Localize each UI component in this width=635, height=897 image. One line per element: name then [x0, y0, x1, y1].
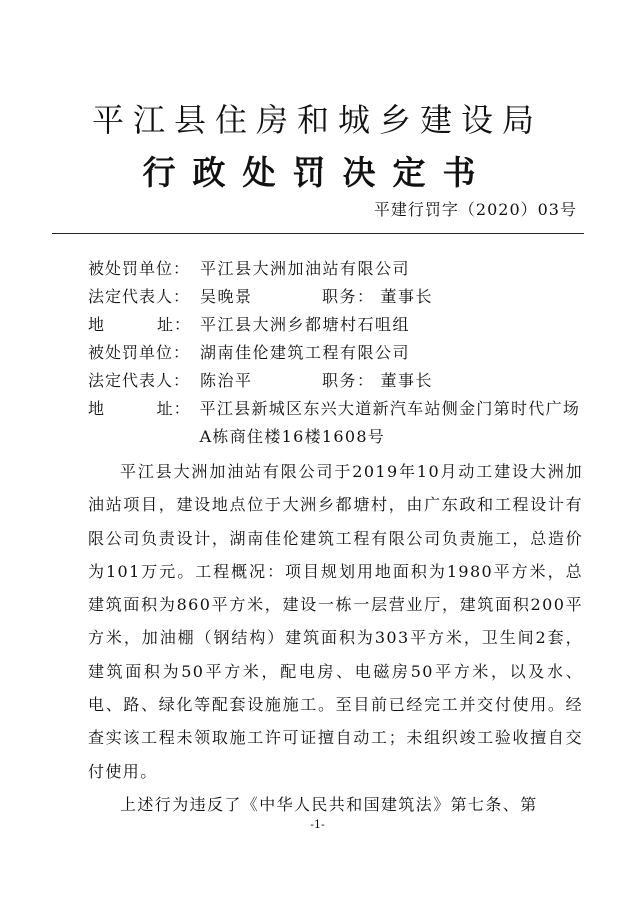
document-title: 行政处罚决定书	[142, 153, 493, 192]
party-1-address-label	[88, 311, 200, 339]
party-2-role-value: 董事长	[380, 371, 434, 390]
party-1-address-row	[88, 311, 588, 339]
party-2-rep-name: 陈治平	[200, 371, 253, 390]
party-1-unit-row	[88, 255, 588, 283]
body-paragraph-facts: 平江县大洲加油站有限公司于2019年10月动工建设大洲加油站项目，建设地点位于大洲乡都塘村，由广东政和工程设计有限公司负责设计，湖南佳伦建筑工程有限公司负责施工，总造价为101万元。工程概况：项目规划用地面积为1980平方米，总建筑面积为860平方米，建设一栋一层营业厅，建筑面积200平方米，加油棚（钢结构）建筑面积为303平方米，卫生间2套，建筑面积为50平方米，配电房、电磁房50平方米，以及水、电、路、绿化等配套设施施工。至目前已经完工并交付使用。经查实该工程未领取施工许可证擅自动工；未组织竣工验收擅自交付使用。	[88, 462, 583, 781]
party-1-rep-name: 吴晚景	[200, 287, 253, 306]
party-1-rep-row	[88, 283, 588, 311]
party-1-address: 平江县大洲乡都塘村石咀组	[200, 315, 411, 334]
party-1-rep-label: 法定代表人：	[88, 287, 191, 306]
address-label-part-a: 地	[88, 399, 106, 418]
header-divider	[52, 233, 584, 234]
party-2-address-row	[88, 395, 588, 451]
party-2-rep-row	[88, 367, 588, 395]
party-2-address-label	[88, 395, 200, 423]
address-label-part-a: 地	[88, 315, 106, 334]
party-2-role-label: 职务：	[322, 371, 375, 390]
party-2-unit-label: 被处罚单位：	[88, 343, 191, 362]
party-2-unit-row	[88, 339, 588, 367]
parties-block	[88, 255, 588, 451]
party-2-address: 平江县新城区东兴大道新汽车站侧金门第时代广场A栋商住楼16楼1608号	[199, 399, 581, 446]
party-1-unit-name: 平江县大洲加油站有限公司	[200, 259, 411, 278]
address-label-part-b: 址：	[156, 315, 191, 334]
party-1-role-value: 董事长	[380, 287, 434, 306]
page-number: -1-	[310, 818, 325, 831]
body-paragraph-violation: 上述行为违反了《中华人民共和国建筑法》第七条、第	[120, 794, 538, 814]
party-2-unit-name: 湖南佳伦建筑工程有限公司	[200, 343, 411, 362]
party-1-role-label: 职务：	[322, 287, 375, 306]
agency-name: 平江县住房和城乡建设局	[91, 101, 543, 139]
address-label-part-b: 址：	[156, 399, 191, 418]
document-number: 平建行罚字（2020）03号	[373, 200, 577, 219]
document-body	[88, 455, 583, 821]
party-1-unit-label: 被处罚单位：	[88, 259, 191, 278]
party-2-rep-label: 法定代表人：	[88, 371, 191, 390]
